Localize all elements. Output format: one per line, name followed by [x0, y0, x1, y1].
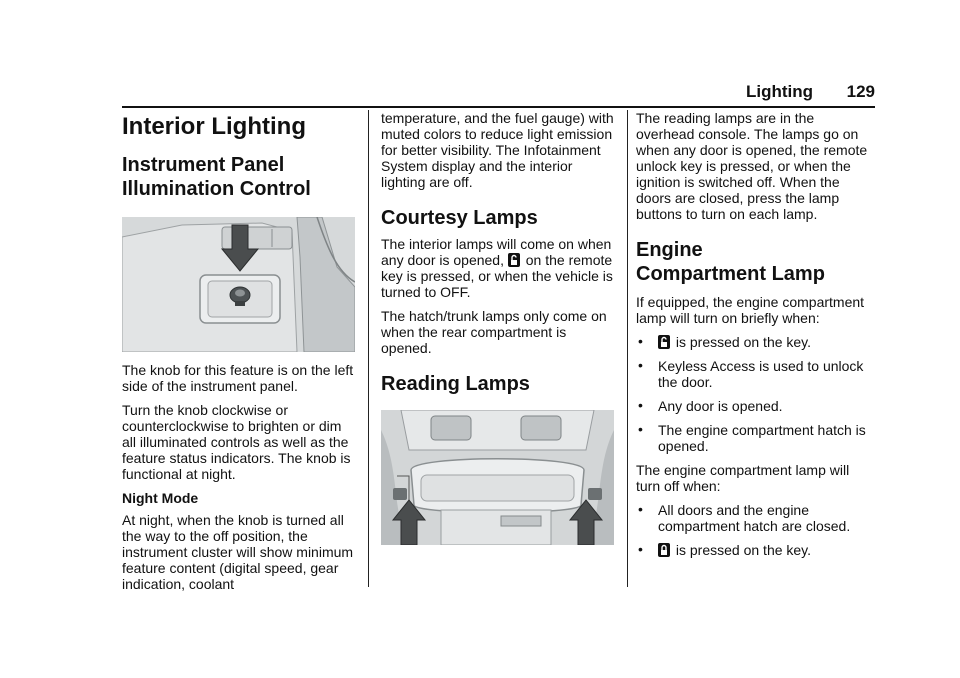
- bullet-dot: •: [638, 501, 643, 517]
- instrument-panel-knob-figure: [122, 217, 355, 352]
- heading-courtesy-lamps: Courtesy Lamps: [381, 207, 538, 229]
- night-mode-label: Night Mode: [122, 490, 199, 506]
- column-2: [381, 110, 617, 545]
- page-header: [122, 80, 875, 108]
- paragraph-courtesy-2: The hatch/trunk lamps only come on when the rear compartment is opened.: [381, 308, 607, 356]
- paragraph-night-mode: At night, when the knob is turned all the way to the off position, the instrument cluster will show minimum feature content (digital speed, gear indication, coolant: [122, 512, 354, 592]
- bullet-dot: •: [638, 357, 643, 373]
- paragraph-engine-intro: If equipped, the engine compartment lamp will turn on briefly when:: [636, 294, 865, 326]
- heading-engine-compartment-lamp: Engine Compartment Lamp: [636, 239, 825, 285]
- unlock-key-icon: [508, 253, 520, 267]
- heading-reading-lamps: Reading Lamps: [381, 373, 530, 395]
- page-number: 129: [846, 82, 875, 101]
- bullet-dot: •: [638, 541, 643, 557]
- column-divider: [627, 110, 628, 587]
- lock-key-icon: [658, 543, 670, 557]
- reading-lamps-figure: [381, 410, 614, 545]
- page-title: Interior Lighting: [122, 113, 306, 140]
- column-1: [122, 110, 355, 600]
- list-item: • is pressed on the key.: [638, 333, 812, 350]
- paragraph-knob-turn: Turn the knob clockwise or counterclockwise to brighten or dim all illuminated controls as well as the feature status indicators. The knob is functional at night.: [122, 402, 351, 482]
- paragraph-reading-lamps: The reading lamps are in the overhead console. The lamps go on when any door is opened, the remote unlock key is pressed, or when the ignition is switched off. When the doors are closed, press the lamp buttons to turn on each lamp.: [636, 110, 868, 222]
- paragraph-off-intro: The engine compartment lamp will turn off when:: [636, 462, 850, 494]
- bullet-dot: •: [638, 333, 643, 349]
- paragraph-night-mode-cont: temperature, and the fuel gauge) with muted colors to reduce light emission for better visibility. The Infotainment System display and the interior lighting are off.: [381, 110, 614, 190]
- bullet-dot: •: [638, 421, 643, 437]
- section-title: Lighting: [745, 82, 813, 101]
- list-item: • The engine compartment hatch is opened.: [638, 421, 866, 454]
- list-item: • Any door is opened.: [638, 397, 783, 414]
- unlock-key-icon: [658, 335, 670, 349]
- paragraph-knob-location: The knob for this feature is on the left side of the instrument panel.: [122, 362, 354, 394]
- bullet-dot: •: [638, 397, 643, 413]
- heading-instrument-panel: Instrument Panel Illumination Control: [122, 154, 311, 200]
- column-divider: [368, 110, 369, 587]
- column-3: [636, 110, 876, 566]
- paragraph-courtesy-1: The interior lamps will come on when any door is opened, on the remote key is pressed, or when the vehicle is turned to OFF.: [381, 236, 613, 300]
- list-item: • is pressed on the key.: [638, 541, 812, 558]
- list-item: • Keyless Access is used to unlock the door.: [638, 357, 864, 390]
- list-item: • All doors and the engine compartment hatch are closed.: [638, 501, 851, 534]
